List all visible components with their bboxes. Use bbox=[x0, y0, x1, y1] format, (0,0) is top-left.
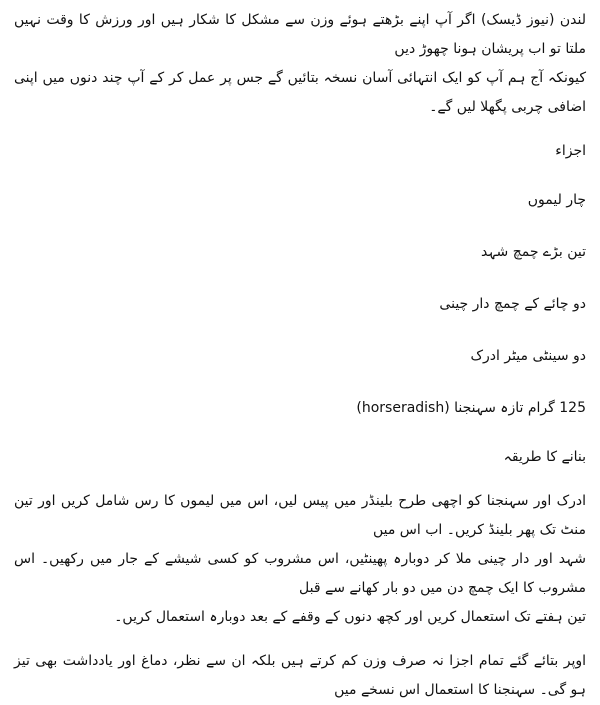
ingredient-item: دو چائے کے چمچ دار چینی bbox=[439, 296, 586, 312]
closing-line-1: اوپر بتائے گئے تمام اجزا نہ صرف وزن کم کرتے ہیں بلکہ ان سے نظر، دماغ اور یادداشت بھی تیز ہو گی۔ سہنجنا کا استعمال اس نسخے میں bbox=[14, 653, 586, 698]
spacer bbox=[14, 371, 586, 394]
spacer bbox=[14, 319, 586, 342]
spacer bbox=[14, 632, 586, 647]
method-heading: بنانے کا طریقہ bbox=[503, 449, 586, 465]
spacer bbox=[14, 267, 586, 290]
intro-line-1: لندن (نیوز ڈیسک) اگر آپ اپنے بڑھتے ہوئے وزن سے مشکل کا شکار ہیں اور ورزش کا وقت نہیں ملتا تو اب پریشان ہونا چھوڑ دیں bbox=[14, 12, 586, 57]
ingredients-heading: اجزاء bbox=[555, 143, 586, 159]
ingredient-item: دو سینٹی میٹر ادرک bbox=[470, 348, 586, 364]
spacer bbox=[14, 166, 586, 186]
spacer bbox=[14, 215, 586, 238]
method-line-3: تین ہفتے تک استعمال کریں اور کچھ دنوں کے وقفے کے بعد دوبارہ استعمال کریں۔ bbox=[114, 609, 586, 625]
method-line-2: شہد اور دار چینی ملا کر دوبارہ پھینٹیں، اس مشروب کو کسی شیشے کے جار میں رکھیں۔ اس مشروب کا ایک چمچ دن میں دو بار کھانے سے قبل bbox=[14, 551, 586, 596]
intro-line-2: کیونکہ آج ہم آپ کو ایک انتہائی آسان نسخہ بتائیں گے جس پر عمل کر کے آپ چند دنوں میں اپنی اضافی چربی پگھلا لیں گے۔ bbox=[14, 70, 586, 115]
ingredient-item: 125 گرام تازہ سہنجنا (horseradish) bbox=[356, 400, 586, 416]
spacer bbox=[14, 472, 586, 487]
spacer bbox=[14, 122, 586, 137]
ingredient-item: تین بڑے چمچ شہد bbox=[480, 244, 586, 260]
ingredient-item: چار لیموں bbox=[527, 192, 586, 208]
method-line-1: ادرک اور سہنجنا کو اچھی طرح بلینڈر میں پیس لیں، اس میں لیموں کا رس شامل کریں اور تین منٹ تک پھر بلینڈ کریں۔ اب اس میں bbox=[14, 493, 586, 538]
spacer bbox=[14, 423, 586, 443]
